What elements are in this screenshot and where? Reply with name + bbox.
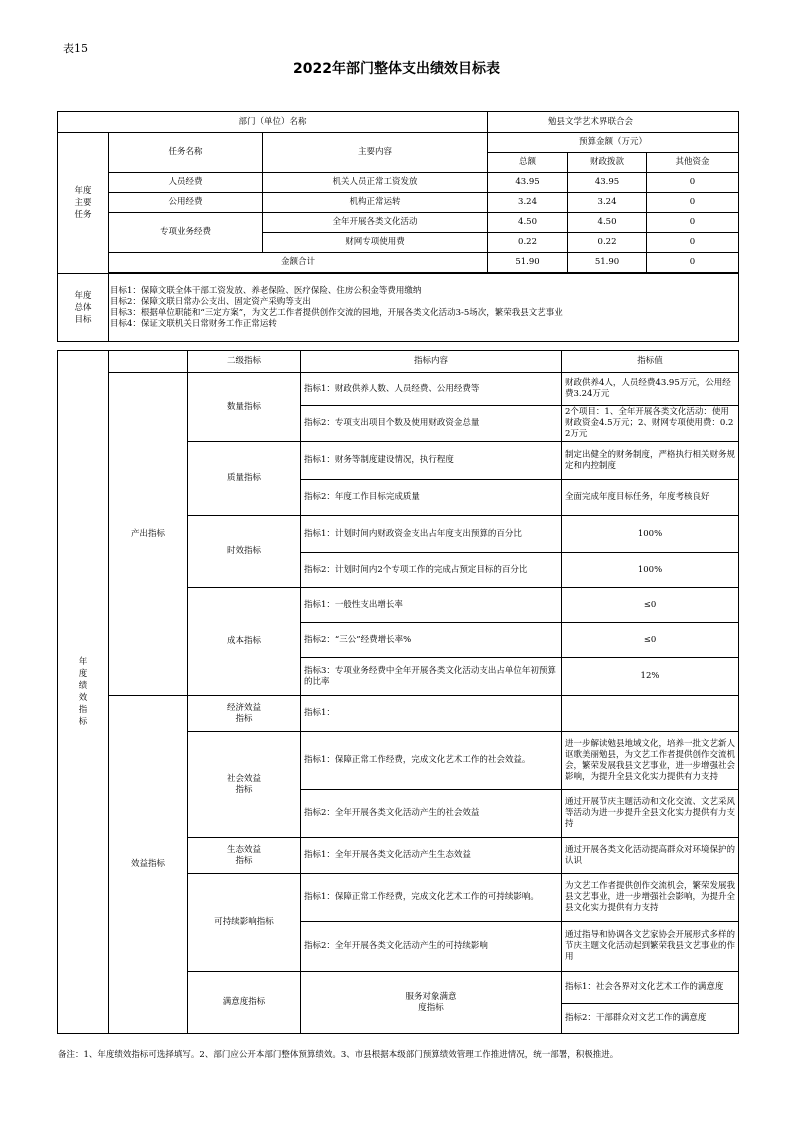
indicator-content: 指标2：干部群众对文艺工作的满意度 xyxy=(562,1004,739,1034)
page-label: 表15 xyxy=(63,42,88,55)
indicator-content: 指标2：年度工作目标完成质量 xyxy=(301,480,562,516)
indicator-value: 财政供养4人，人员经费43.95万元，公用经费3.24万元 xyxy=(562,373,739,406)
budget-header: 预算金额（万元） xyxy=(488,133,739,153)
other-header: 其他资金 xyxy=(647,153,739,173)
dept-name: 勉县文学艺术界联合会 xyxy=(488,112,739,133)
quantity-indicator-label: 数量指标 xyxy=(188,373,301,442)
budget-table xyxy=(57,111,739,342)
indicators-table xyxy=(57,350,739,1034)
goal-line: 目标4：保证文联机关日常财务工作正常运转 xyxy=(110,318,277,329)
task-content: 机构正常运转 xyxy=(263,193,488,213)
output-indicator-label: 产出指标 xyxy=(109,373,188,696)
timeliness-indicator-label: 时效指标 xyxy=(188,516,301,588)
service-indicator-label: 服务对象满意度指标 xyxy=(301,972,562,1034)
footnote: 备注：1、年度绩效指标可选择填写。2、部门应公开本部门整体预算绩效。3、市县根据本级部门预算绩效管理工作推进情况，统一部署，积极推进。 xyxy=(58,1050,619,1060)
indicator-content: 指标2：“三公”经费增长率% xyxy=(301,623,562,658)
task-other: 0 xyxy=(647,173,739,193)
goal-line: 目标2：保障文联日常办公支出、固定资产采购等支出 xyxy=(110,296,311,307)
indicator-value: 2个项目：1、全年开展各类文化活动：使用财政资金4.5万元；2、财网专项使用费：0.22万元 xyxy=(562,406,739,442)
task-total: 4.50 xyxy=(488,213,568,233)
indicator-value xyxy=(562,696,739,732)
indicator-content: 指标3：专项业务经费中全年开展各类文化活动支出占单位年初预算的比率 xyxy=(301,658,562,696)
indicator-content: 指标2：全年开展各类文化活动产生的社会效益 xyxy=(301,790,562,838)
satisfaction-indicator-label: 满意度指标 xyxy=(188,972,301,1034)
goal-line: 目标1：保障文联全体干部工资发放、养老保险、医疗保险、住房公积金等费用缴纳 xyxy=(110,285,422,296)
indicator-content: 指标2：专项支出项目个数及使用财政资金总量 xyxy=(301,406,562,442)
indicator-value: 100% xyxy=(562,516,739,553)
sum-other: 0 xyxy=(647,253,739,273)
task-other: 0 xyxy=(647,193,739,213)
benefit-indicator-label: 效益指标 xyxy=(109,696,188,1034)
indicator-content: 指标1：社会各界对文化艺术工作的满意度 xyxy=(562,972,739,1004)
overall-goals-label: 年度总体目标 xyxy=(58,274,109,342)
task-content: 财网专项使用费 xyxy=(263,233,488,253)
col-level2: 二级指标 xyxy=(188,351,301,373)
social-indicator-label: 社会效益指标 xyxy=(188,732,301,838)
sum-total: 51.90 xyxy=(488,253,568,273)
indicator-content: 指标1：一般性支出增长率 xyxy=(301,588,562,623)
task-fiscal: 3.24 xyxy=(568,193,647,213)
task-other: 0 xyxy=(647,233,739,253)
ecological-indicator-label: 生态效益指标 xyxy=(188,838,301,874)
task-content: 全年开展各类文化活动 xyxy=(263,213,488,233)
table-row xyxy=(58,193,739,213)
task-fiscal: 4.50 xyxy=(568,213,647,233)
task-content: 机关人员正常工资发放 xyxy=(263,173,488,193)
indicator-content: 指标1：全年开展各类文化活动产生生态效益 xyxy=(301,838,562,874)
indicator-value: 通过开展节庆主题活动和文化交流、文艺采风等活动为进一步提升全县文化实力提供有力支持 xyxy=(562,790,739,838)
cost-indicator-label: 成本指标 xyxy=(188,588,301,696)
indicator-value: 为文艺工作者提供创作交流机会，繁荣发展我县文艺事业，进一步增强社会影响，为提升全县文化实力提供有力支持 xyxy=(562,874,739,922)
indicator-content: 指标1： xyxy=(301,696,562,732)
task-fiscal: 0.22 xyxy=(568,233,647,253)
indicator-value: 通过开展各类文化活动提高群众对环境保护的认识 xyxy=(562,838,739,874)
task-fiscal: 43.95 xyxy=(568,173,647,193)
sum-row xyxy=(58,253,739,273)
task-name-header: 任务名称 xyxy=(109,133,263,173)
indicator-value: ≤0 xyxy=(562,623,739,658)
indicator-value: 12% xyxy=(562,658,739,696)
fiscal-header: 财政拨款 xyxy=(568,153,647,173)
dept-label: 部门（单位）名称 xyxy=(58,112,488,133)
total-header: 总额 xyxy=(488,153,568,173)
task-name: 专项业务经费 xyxy=(109,213,263,253)
col-value: 指标值 xyxy=(562,351,739,373)
indicator-content: 指标1：保障正常工作经费，完成文化艺术工作的社会效益。 xyxy=(301,732,562,790)
table-row xyxy=(58,213,739,233)
col-content: 指标内容 xyxy=(301,351,562,373)
indicator-value: 全面完成年度目标任务，年度考核良好 xyxy=(562,480,739,516)
table-row xyxy=(58,173,739,193)
quality-indicator-label: 质量指标 xyxy=(188,442,301,516)
indicator-content: 指标2：全年开展各类文化活动产生的可持续影响 xyxy=(301,922,562,972)
task-total: 3.24 xyxy=(488,193,568,213)
task-total: 0.22 xyxy=(488,233,568,253)
indicator-value: 制定出健全的财务制度，严格执行相关财务规定和内控制度 xyxy=(562,442,739,480)
annual-tasks-label: 年度主要任务 xyxy=(58,133,109,274)
indicators-section-label: 年度绩效指标 xyxy=(58,351,109,1034)
sustainable-indicator-label: 可持续影响指标 xyxy=(188,874,301,972)
indicator-content: 指标1：财政供养人数、人员经费、公用经费等 xyxy=(301,373,562,406)
overall-goals-text xyxy=(109,274,739,342)
indicator-value: 进一步解读勉县地域文化，培养一批文艺新人讴歌美丽勉县，为文艺工作者提供创作交流机会，繁荣发展我县文艺事业，进一步增强社会影响，为提升全县文化实力提供有力支持 xyxy=(562,732,739,790)
indicator-content: 指标1：保障正常工作经费，完成文化艺术工作的可持续影响。 xyxy=(301,874,562,922)
sum-label: 金额合计 xyxy=(109,253,488,273)
content-header: 主要内容 xyxy=(263,133,488,173)
economic-indicator-label: 经济效益指标 xyxy=(188,696,301,732)
task-name: 人员经费 xyxy=(109,173,263,193)
indicator-blank-header xyxy=(109,351,188,373)
page-title: 2022年部门整体支出绩效目标表 xyxy=(293,61,500,77)
indicator-content: 指标1：财务等制度建设情况，执行程度 xyxy=(301,442,562,480)
task-name: 公用经费 xyxy=(109,193,263,213)
indicator-content: 指标1：计划时间内财政资金支出占年度支出预算的百分比 xyxy=(301,516,562,553)
task-total: 43.95 xyxy=(488,173,568,193)
indicator-value: ≤0 xyxy=(562,588,739,623)
indicator-content: 指标2：计划时间内2个专项工作的完成占预定目标的百分比 xyxy=(301,553,562,588)
indicator-value: 100% xyxy=(562,553,739,588)
task-other: 0 xyxy=(647,213,739,233)
goal-line: 目标3：根据单位职能和“三定方案”，为文艺工作者提供创作交流的园地，开展各类文化活动3-5场次，繁荣我县文艺事业 xyxy=(110,307,563,318)
indicator-value: 通过指导和协调各文艺家协会开展形式多样的节庆主题文化活动起到繁荣我县文艺事业的作用 xyxy=(562,922,739,972)
sum-fiscal: 51.90 xyxy=(568,253,647,273)
